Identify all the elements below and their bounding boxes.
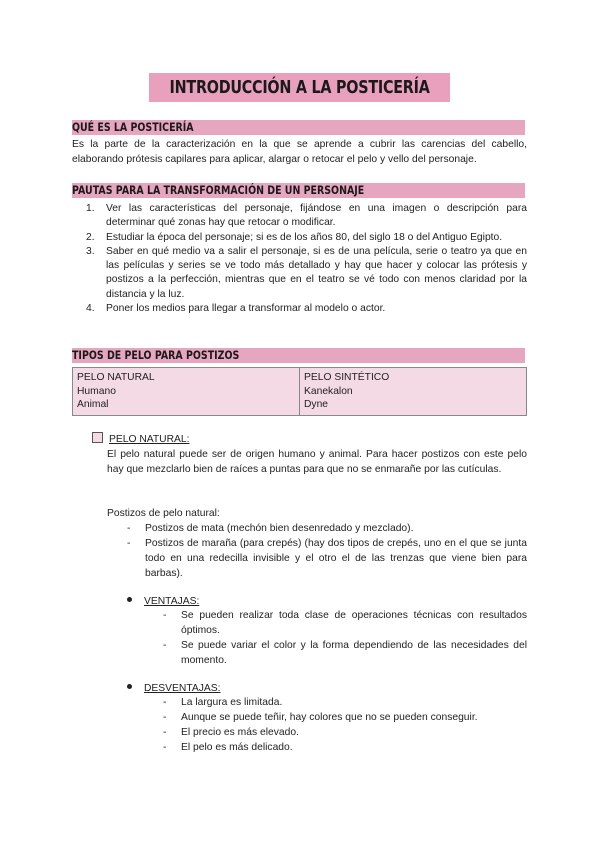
list-item: - Postizos de mata (mechón bien desenredado y mezclado). <box>127 523 414 534</box>
section-heading-posticeria: QUÉ ES LA POSTICERÍA <box>72 120 525 135</box>
ventajas-label: VENTAJAS: <box>127 594 199 609</box>
list-item: 3. Saber en qué medio va a salir el personaje, si es de una película, serie o teatro ya que en las películas y series se ve todo más detallado y hay que hacer y colocar las prótesis y postizos a la perfección, mientras que en el teatro se vé todo con menos claridad por la distancia y la luz. <box>86 245 527 300</box>
list-item: - Aunque se puede teñir, hay colores que no se pueden conseguir. <box>163 712 478 723</box>
section-heading-tipos: TIPOS DE PELO PARA POSTIZOS <box>72 348 525 363</box>
list-item: 4. Poner los medios para llegar a transformar al modelo o actor. <box>86 303 386 315</box>
table-cell-natural <box>73 368 300 416</box>
natural-text: El pelo natural puede ser de origen humano y animal. Para hacer postizos con este pelo hay que mezclarlo bien de raíces a puntas para que no se enmarañe por las cutículas. <box>107 449 527 475</box>
table-cell-sintetico <box>300 368 527 416</box>
section-heading-pautas: PAUTAS PARA LA TRANSFORMACIÓN DE UN PERSONAJE <box>72 183 525 198</box>
pautas-list <box>72 202 527 316</box>
table-value: Humano <box>77 385 116 397</box>
desventajas-list <box>163 695 527 755</box>
postizos-list <box>127 521 527 581</box>
ventajas-list <box>163 608 527 668</box>
list-item: - Postizos de maraña (para crepés) (hay dos tipos de crepés, uno en el que se junta todo en una redecilla invisible y el otro el de las trenzas que viene bien para barbas). <box>127 538 527 579</box>
section-text-posticeria: Es la parte de la caracterización en la que se aprende a cubrir las carencias del cabello, elaborando prótesis capilares para aplicar, alargar o retocar el pelo y vello del personaje. <box>72 139 527 165</box>
desventajas-label: DESVENTAJAS: <box>127 681 220 696</box>
natural-heading: PELO NATURAL: <box>92 432 512 447</box>
postizos-label: Postizos de pelo natural: <box>107 508 220 519</box>
list-item: - Se puede variar el color y la forma dependiendo de las necesidades del momento. <box>163 640 527 666</box>
list-item: 1. Ver las características del personaje, fijándose en una imagen o descripción para determinar qué zonas hay que retocar o modificar. <box>86 203 527 229</box>
list-item: - La largura es limitada. <box>163 697 283 708</box>
list-item: - El precio es más elevado. <box>163 727 299 738</box>
bullet-icon <box>127 684 132 689</box>
page-title: INTRODUCCIÓN A LA POSTICERÍA <box>169 77 430 98</box>
checkbox-icon[interactable] <box>92 432 103 443</box>
table-value: Dyne <box>304 399 329 410</box>
table-value: Kanekalon <box>304 385 353 397</box>
table-value: Animal <box>77 399 109 410</box>
bullet-icon <box>127 597 132 602</box>
table-header: PELO NATURAL <box>77 372 155 383</box>
hair-types-table <box>72 367 527 416</box>
table-header: PELO SINTÉTICO <box>304 372 390 383</box>
list-item: 2. Estudiar la época del personaje; si es de los años 80, del siglo 18 o del Antiguo Egipto. <box>86 231 503 243</box>
list-item: - Se pueden realizar toda clase de operaciones técnicas con resultados óptimos. <box>163 610 527 636</box>
title-banner <box>149 73 450 102</box>
list-item: - El pelo es más delicado. <box>163 742 293 753</box>
